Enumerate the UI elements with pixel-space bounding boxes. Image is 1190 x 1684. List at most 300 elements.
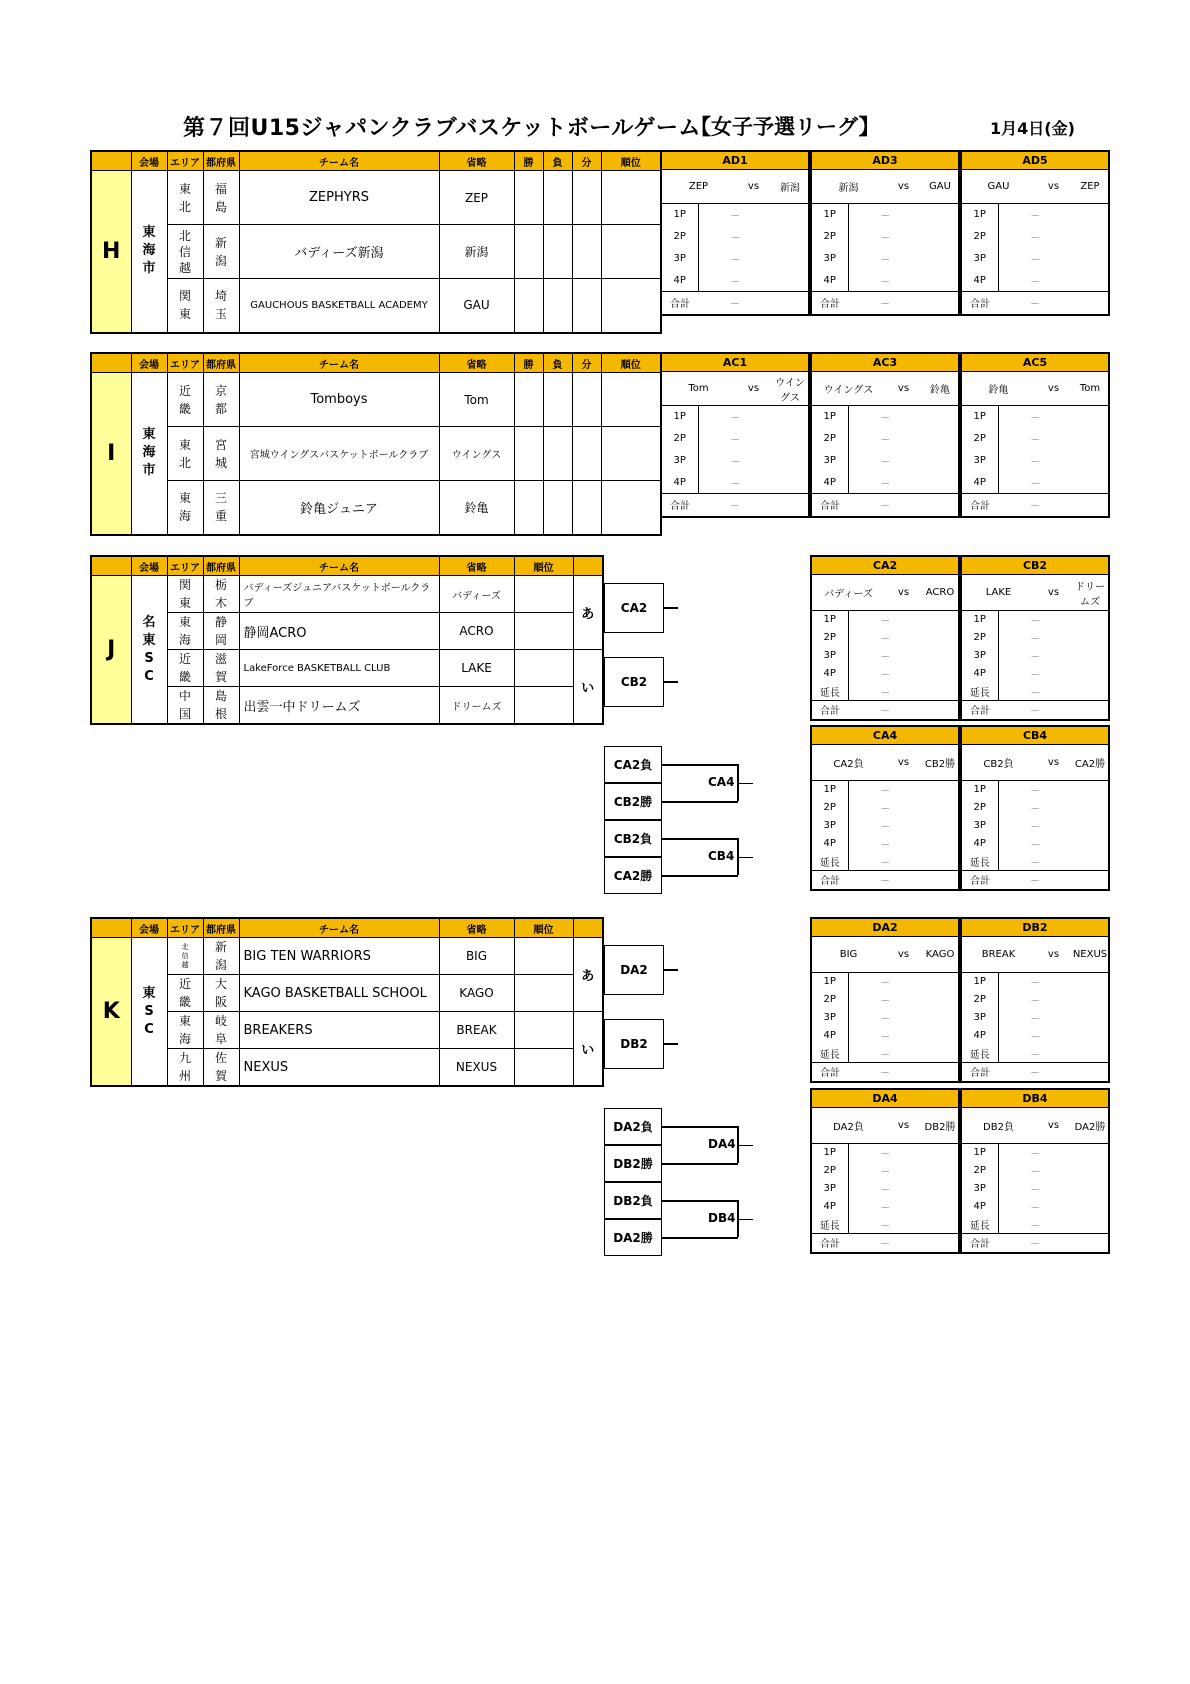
header-draw: 分 [572, 151, 601, 171]
score-card [810, 352, 960, 518]
period-score[interactable]: － [1030, 1167, 1041, 1178]
home-team: DA2負 [811, 1108, 885, 1144]
team-row [91, 975, 603, 1012]
rank-cell[interactable] [514, 613, 573, 650]
rank-cell[interactable] [514, 1049, 573, 1087]
home-team: ZEP [661, 170, 735, 204]
total-score[interactable]: － [848, 1063, 922, 1082]
header-pref: 都府県 [203, 353, 239, 373]
rank-cell[interactable] [514, 650, 573, 687]
pref-cell [203, 481, 239, 535]
second-round-box [604, 1108, 662, 1145]
game-id: CA4 [811, 726, 959, 745]
game-id: AC1 [661, 353, 809, 372]
header-draw: 分 [572, 353, 601, 373]
period-label: 4P [811, 665, 848, 683]
period-label: 1P [811, 611, 848, 629]
area-char: 中 [178, 689, 191, 703]
period-score[interactable]: － [880, 413, 891, 425]
team-abbr: NEXUS [439, 1049, 514, 1087]
team-row [91, 279, 661, 333]
area-cell [167, 1012, 203, 1049]
away-team: ACRO [922, 575, 959, 611]
game-id: DB4 [961, 1089, 1109, 1108]
header-area: エリア [167, 353, 203, 373]
header-loss: 負 [543, 353, 572, 373]
loss-cell[interactable] [543, 171, 572, 225]
total-score[interactable]: － [848, 701, 922, 720]
vs-label: vs [885, 575, 922, 611]
pref-cell [203, 279, 239, 333]
area-cell [167, 576, 203, 613]
period-score[interactable]: － [730, 276, 741, 288]
period-score[interactable]: － [1030, 978, 1041, 990]
second-round-box [604, 820, 662, 857]
period-score[interactable]: － [1030, 652, 1041, 663]
total-score[interactable]: － [998, 871, 1072, 890]
team-row [91, 427, 661, 481]
win-cell[interactable] [514, 279, 543, 333]
draw-cell[interactable] [572, 279, 601, 333]
team-abbr: GAU [439, 279, 514, 333]
draw-cell[interactable] [572, 427, 601, 481]
total-score[interactable]: － [998, 494, 1072, 517]
vs-label: vs [885, 1108, 922, 1144]
period-score[interactable]: － [880, 1185, 891, 1196]
period-label: 2P [811, 428, 848, 450]
period-score[interactable]: － [880, 804, 891, 815]
pair-mark: あ [573, 576, 603, 650]
period-score[interactable]: － [880, 211, 891, 223]
period-score[interactable]: － [1030, 457, 1041, 468]
total-score[interactable]: － [698, 292, 772, 315]
team-abbr: ZEP [439, 171, 514, 225]
period-score[interactable]: － [880, 1014, 891, 1025]
score-card [810, 725, 960, 891]
period-score[interactable]: － [730, 211, 741, 223]
pref-char: 阜 [214, 1032, 227, 1046]
period-label: 2P [811, 1162, 848, 1180]
rank-cell[interactable] [601, 481, 661, 535]
second-round-box [604, 857, 662, 894]
period-score[interactable]: － [880, 616, 891, 628]
bracket-line [662, 838, 738, 840]
header-abbr: 省略 [439, 151, 514, 171]
period-score[interactable]: － [880, 786, 891, 798]
win-cell[interactable] [514, 427, 543, 481]
total-label: 合計 [961, 871, 998, 890]
pref-char: 新 [214, 940, 227, 954]
header-pref: 都府県 [203, 918, 239, 938]
team-name: BIG TEN WARRIORS [239, 938, 439, 975]
venue-char: S [144, 1003, 154, 1019]
team-abbr: Tom [439, 373, 514, 427]
period-label: 2P [811, 799, 848, 817]
period-score[interactable]: － [1030, 1049, 1041, 1061]
total-score[interactable]: － [848, 1234, 922, 1253]
period-score[interactable]: － [730, 255, 741, 266]
area-cell [167, 171, 203, 225]
period-score[interactable]: － [1030, 857, 1041, 869]
period-score[interactable]: － [880, 255, 891, 266]
period-label: 延長 [811, 1216, 848, 1234]
pref-char: 阪 [214, 995, 227, 1009]
header-area: エリア [167, 556, 203, 576]
header-rank: 順位 [601, 151, 661, 171]
second-round-label: DB2負 [613, 1194, 653, 1208]
group-k-table [90, 917, 604, 1087]
game-id: AD5 [961, 151, 1109, 170]
period-score[interactable]: － [880, 276, 891, 288]
total-label: 合計 [961, 1234, 998, 1253]
header-blank [91, 556, 131, 576]
bracket-line [737, 783, 753, 785]
pref-char: 栃 [214, 578, 227, 592]
period-label: 1P [961, 406, 998, 428]
total-label: 合計 [961, 1063, 998, 1082]
period-score[interactable]: － [880, 1203, 891, 1214]
period-label: 1P [811, 204, 848, 226]
period-score[interactable]: － [1030, 786, 1041, 798]
period-label: 1P [661, 406, 698, 428]
period-score[interactable]: － [1030, 804, 1041, 815]
period-score[interactable]: － [1030, 1220, 1041, 1232]
period-score[interactable]: － [1030, 840, 1041, 851]
home-team: BREAK [961, 937, 1035, 973]
header-area: エリア [167, 151, 203, 171]
team-name: 鈴亀ジュニア [239, 481, 439, 535]
vs-label: vs [1035, 170, 1072, 204]
vs-label: vs [735, 372, 772, 406]
rank-cell[interactable] [514, 938, 573, 975]
period-score[interactable]: － [730, 478, 741, 490]
period-score[interactable]: － [880, 1032, 891, 1043]
total-score[interactable]: － [848, 292, 922, 315]
period-score[interactable]: － [730, 435, 741, 446]
area-char: 信 [178, 244, 191, 259]
vs-label: vs [1035, 372, 1072, 406]
header-rank: 順位 [514, 556, 573, 576]
period-score[interactable]: － [880, 1149, 891, 1161]
win-cell[interactable] [514, 225, 543, 279]
area-char: 関 [178, 289, 191, 304]
period-score[interactable]: － [730, 413, 741, 425]
first-round-box [604, 945, 664, 995]
period-score[interactable]: － [1030, 1032, 1041, 1043]
score-card [810, 1088, 960, 1254]
total-score[interactable]: － [998, 701, 1072, 720]
group-i-table [90, 352, 662, 536]
loss-cell[interactable] [543, 481, 572, 535]
period-score[interactable]: － [880, 670, 891, 681]
period-label: 4P [961, 1027, 998, 1045]
pref-char: 佐 [214, 1051, 227, 1065]
away-team: GAU [922, 170, 959, 204]
header-loss: 負 [543, 151, 572, 171]
header-venue: 会場 [131, 918, 167, 938]
period-score[interactable]: － [1030, 1149, 1041, 1161]
bracket-line [664, 1043, 678, 1045]
period-score[interactable]: － [730, 457, 741, 468]
period-label: 4P [811, 835, 848, 853]
vs-label: vs [1035, 1108, 1072, 1144]
total-label: 合計 [811, 292, 848, 315]
period-score[interactable]: － [880, 857, 891, 869]
second-round-label: DA2負 [613, 1120, 653, 1134]
area-char: 海 [178, 633, 191, 647]
period-score[interactable]: － [880, 687, 891, 699]
total-score[interactable]: － [848, 871, 922, 890]
period-label: 2P [961, 1162, 998, 1180]
period-score[interactable]: － [880, 652, 891, 663]
period-score[interactable]: － [880, 457, 891, 468]
period-score[interactable]: － [880, 1049, 891, 1061]
venue-cell [131, 171, 167, 333]
game-id: DA4 [811, 1089, 959, 1108]
period-score[interactable]: － [1030, 413, 1041, 425]
venue-char: C [144, 668, 154, 684]
game-id: AC5 [961, 353, 1109, 372]
rank-cell[interactable] [514, 687, 573, 725]
total-score[interactable]: － [998, 292, 1072, 315]
rank-cell[interactable] [601, 225, 661, 279]
rank-cell[interactable] [514, 975, 573, 1012]
period-score[interactable]: － [1030, 255, 1041, 266]
period-label: 3P [811, 817, 848, 835]
score-card [960, 352, 1110, 518]
period-score[interactable]: － [880, 634, 891, 645]
venue-char: 市 [142, 261, 156, 277]
area-char: 畿 [178, 995, 191, 1009]
area-char: 東 [178, 615, 191, 629]
pref-cell [203, 938, 239, 975]
period-score[interactable]: － [1030, 616, 1041, 628]
second-round-box [604, 1182, 662, 1219]
away-team: CB2勝 [922, 745, 959, 781]
away-team: DA2勝 [1072, 1108, 1109, 1144]
pref-char: 三 [214, 491, 227, 506]
team-row [91, 225, 661, 279]
home-team: 新潟 [811, 170, 885, 204]
period-label: 3P [811, 1009, 848, 1027]
pref-char: 島 [214, 199, 227, 214]
draw-cell[interactable] [572, 481, 601, 535]
team-row [91, 613, 603, 650]
second-round-box [604, 746, 662, 783]
period-label: 2P [961, 428, 998, 450]
period-label: 3P [811, 1180, 848, 1198]
period-label: 2P [811, 629, 848, 647]
event-date: 1月4日(金) [990, 119, 1075, 138]
period-score[interactable]: － [880, 435, 891, 446]
pref-char: 木 [214, 596, 227, 610]
pref-char: 滋 [214, 652, 227, 666]
period-score[interactable]: － [1030, 1203, 1041, 1214]
team-name: BREAKERS [239, 1012, 439, 1049]
rank-cell[interactable] [601, 373, 661, 427]
pref-char: 京 [214, 383, 227, 398]
period-label: 4P [811, 1027, 848, 1045]
rank-cell[interactable] [601, 279, 661, 333]
score-card [960, 725, 1110, 891]
area-char: 越 [178, 260, 191, 275]
period-score[interactable]: － [880, 978, 891, 990]
header-venue: 会場 [131, 151, 167, 171]
period-label: 2P [811, 226, 848, 248]
period-label: 4P [811, 472, 848, 494]
bracket-line [662, 1200, 738, 1202]
period-score[interactable]: － [1030, 670, 1041, 681]
loss-cell[interactable] [543, 279, 572, 333]
area-char: 北 [178, 455, 191, 470]
period-score[interactable]: － [880, 840, 891, 851]
header-team: チーム名 [239, 353, 439, 373]
period-label: 延長 [811, 683, 848, 701]
bracket-line [662, 764, 738, 766]
period-score[interactable]: － [1030, 233, 1041, 244]
rank-cell[interactable] [514, 1012, 573, 1049]
bracket-line [737, 1219, 753, 1221]
period-score[interactable]: － [1030, 996, 1041, 1007]
total-score[interactable]: － [698, 494, 772, 517]
area-cell [167, 373, 203, 427]
home-team: DB2負 [961, 1108, 1035, 1144]
second-round-box [604, 1219, 662, 1256]
win-cell[interactable] [514, 171, 543, 225]
draw-cell[interactable] [572, 373, 601, 427]
away-team: NEXUS [1072, 937, 1109, 973]
team-row [91, 938, 603, 975]
period-score[interactable]: － [1030, 822, 1041, 833]
header-area: エリア [167, 918, 203, 938]
period-label: 2P [661, 226, 698, 248]
game-id: AD1 [661, 151, 809, 170]
area-char: 東 [178, 596, 191, 610]
first-round-label: DA2 [620, 963, 648, 977]
first-round-label: CA2 [620, 601, 648, 615]
win-cell[interactable] [514, 481, 543, 535]
pref-cell [203, 687, 239, 725]
period-score[interactable]: － [1030, 634, 1041, 645]
period-label: 延長 [811, 1045, 848, 1063]
bracket-line [664, 607, 678, 609]
area-char: 東 [178, 1014, 191, 1028]
loss-cell[interactable] [543, 225, 572, 279]
total-label: 合計 [811, 871, 848, 890]
draw-cell[interactable] [572, 171, 601, 225]
period-label: 延長 [961, 683, 998, 701]
pref-cell [203, 1049, 239, 1087]
team-abbr: バディーズ [439, 576, 514, 613]
team-abbr: KAGO [439, 975, 514, 1012]
period-score[interactable]: － [1030, 687, 1041, 699]
area-char: 近 [178, 383, 191, 398]
team-name: 出雲一中ドリームズ [239, 687, 439, 725]
away-team: KAGO [922, 937, 959, 973]
first-round-box [604, 1019, 664, 1069]
header-team: チーム名 [239, 556, 439, 576]
second-round-label: CB2勝 [613, 795, 653, 809]
period-score[interactable]: － [1030, 276, 1041, 288]
period-score[interactable]: － [880, 996, 891, 1007]
area-cell [167, 938, 203, 975]
period-score[interactable]: － [1030, 1014, 1041, 1025]
period-label: 1P [811, 406, 848, 428]
period-label: 1P [961, 973, 998, 991]
period-label: 2P [961, 629, 998, 647]
page-title: 第７回U15ジャパンクラブバスケットボールゲーム [183, 116, 701, 141]
period-score[interactable]: － [880, 233, 891, 244]
period-label: 3P [811, 450, 848, 472]
venue-char: 東 [142, 225, 156, 241]
home-team: CB2負 [961, 745, 1035, 781]
team-name: Tomboys [239, 373, 439, 427]
period-score[interactable]: － [880, 478, 891, 490]
rank-cell[interactable] [601, 427, 661, 481]
period-label: 4P [811, 1198, 848, 1216]
home-team: ウイングス [811, 372, 885, 406]
header-pref: 都府県 [203, 556, 239, 576]
second-round-label: CA2勝 [613, 869, 653, 883]
period-score[interactable]: － [1030, 211, 1041, 223]
rank-cell[interactable] [601, 171, 661, 225]
draw-cell[interactable] [572, 225, 601, 279]
venue-char: 市 [142, 463, 156, 479]
period-label: 2P [961, 226, 998, 248]
period-score[interactable]: － [1030, 1185, 1041, 1196]
score-card [660, 150, 810, 316]
total-score[interactable]: － [998, 1063, 1072, 1082]
period-score[interactable]: － [730, 233, 741, 244]
header-abbr: 省略 [439, 556, 514, 576]
team-name: KAGO BASKETBALL SCHOOL [239, 975, 439, 1012]
first-round-label: CB2 [620, 675, 648, 689]
bracket-line [737, 1145, 753, 1147]
score-card [810, 555, 960, 721]
second-round-match: CB4 [708, 848, 735, 863]
total-score[interactable]: － [848, 494, 922, 517]
loss-cell[interactable] [543, 373, 572, 427]
period-score[interactable]: － [880, 1167, 891, 1178]
period-score[interactable]: － [880, 1220, 891, 1232]
period-label: 1P [961, 781, 998, 799]
area-char: 近 [178, 977, 191, 991]
score-card [810, 917, 960, 1083]
pref-cell [203, 613, 239, 650]
period-score[interactable]: － [1030, 435, 1041, 446]
area-cell [167, 1049, 203, 1087]
score-card [960, 150, 1110, 316]
pair-mark: い [573, 1012, 603, 1087]
vs-label: vs [1035, 937, 1072, 973]
area-char: 関 [178, 578, 191, 592]
period-label: 1P [661, 204, 698, 226]
loss-cell[interactable] [543, 427, 572, 481]
total-label: 合計 [811, 494, 848, 517]
home-team: 鈴亀 [961, 372, 1035, 406]
period-label: 延長 [961, 1045, 998, 1063]
period-score[interactable]: － [880, 822, 891, 833]
first-round-label: DB2 [620, 1037, 648, 1051]
rank-cell[interactable] [514, 576, 573, 613]
period-score[interactable]: － [1030, 478, 1041, 490]
team-abbr: ACRO [439, 613, 514, 650]
total-score[interactable]: － [998, 1234, 1072, 1253]
win-cell[interactable] [514, 373, 543, 427]
team-name: GAUCHOUS BASKETBALL ACADEMY [239, 279, 439, 333]
pref-cell [203, 171, 239, 225]
team-row [91, 650, 603, 687]
